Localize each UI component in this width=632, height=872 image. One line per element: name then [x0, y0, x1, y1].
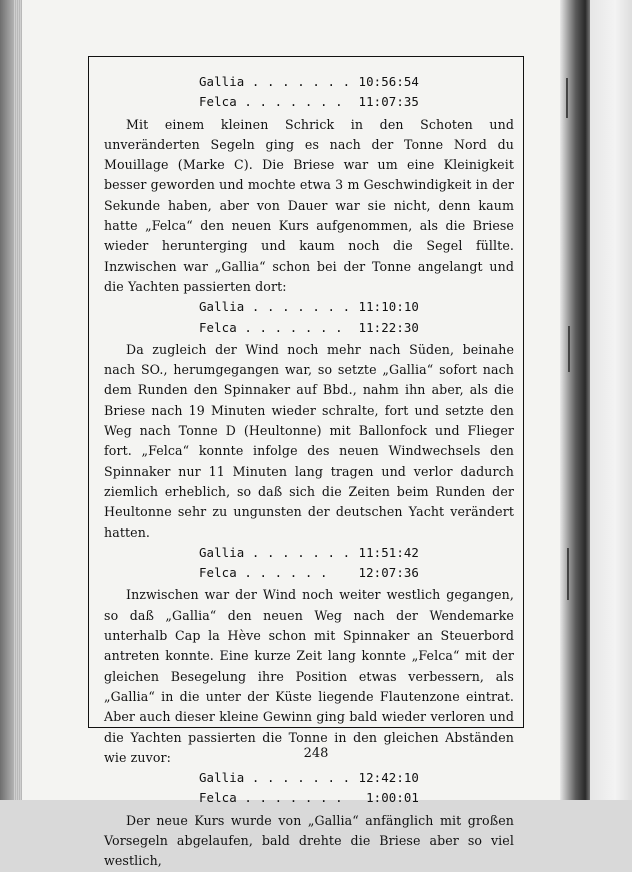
yacht-name: Gallia . . . . . . .	[199, 74, 351, 89]
paragraph: Inzwischen war der Wind noch weiter westlich gegangen, so daß „Gallia“ den neuen Weg nach der Wendemarke unterhalb Cap la Hève schon mit Spinnaker an Steuerbord antreten konnte. Eine kurze Zeit lang konnte „Felca“ mit der gleichen Besegelung ihre Position etwas verbessern, als „Gallia“ in die unter der Küste liegende Flautenzone eintrat. Aber auch dieser kleine Gewinn ging bald wieder verloren und die Yachten passierten die Tonne in den gleichen Abständen wie zuvor:	[104, 587, 514, 765]
yacht-name: Gallia . . . . . . .	[199, 544, 351, 560]
race-time-row	[104, 563, 514, 583]
passing-time: 11:10:10	[358, 299, 419, 315]
race-time-row	[104, 72, 514, 92]
race-time-row	[104, 297, 514, 317]
page-number: 248	[303, 746, 329, 761]
passing-time: 12:07:36	[358, 565, 419, 581]
yacht-name: Felca . . . . . . .	[199, 790, 343, 806]
passing-time: 11:07:35	[358, 94, 419, 110]
paragraph: Mit einem kleinen Schrick in den Schoten und unveränderten Segeln ging es nach der Tonne Nord du Mouillage (Marke C). Die Briese war um eine Kleinigkeit besser geworden und mochte etwa 3 m Geschwindigkeit in der Sekunde haben, aber von Dauer war sie nicht, denn kaum hatte „Felca“ den neuen Kurs aufgenommen, als die Briese wieder herunterging und kaum noch die Segel füllte. Inzwischen war „Gallia“ schon bei der Tonne angelangt und die Yachten passierten dort:	[104, 116, 514, 294]
facing-page-edge	[590, 0, 632, 800]
paragraph: Da zugleich der Wind noch mehr nach Süden, beinahe nach SO., herumgegangen war, so setzte „Gallia“ sofort nach dem Runden den Spinnaker auf Bbd., nahm ihn aber, als die Briese nach 19 Minuten wieder schralte, fort und setzte den Weg nach Tonne D (Heultonne) mit Ballonfock und Flieger fort. „Felca“ konnte infolge des neuen Windwechsels den Spinnaker nur 11 Minuten lang tragen und verlor dadurch ziemlich erheblich, so daß sich die Zeiten beim Runden der Heultonne sehr zu ungunsten der deutschen Yacht verändert hatten.	[104, 341, 514, 540]
race-time-row	[104, 92, 514, 112]
paragraph: Der neue Kurs wurde von „Gallia“ anfänglich mit großen Vorsegeln abgelaufen, bald drehte die Briese aber so viel westlich,	[104, 812, 514, 869]
yacht-name: Gallia . . . . . . .	[199, 770, 351, 786]
passing-time: 11:22:30	[358, 319, 419, 335]
yacht-name: Gallia . . . . . . .	[199, 299, 351, 315]
race-time-row	[104, 768, 514, 788]
race-time-row	[104, 788, 514, 808]
yacht-name: Felca . . . . . . .	[199, 94, 343, 110]
passing-time: 11:51:42	[358, 544, 419, 560]
passing-time: 12:42:10	[358, 770, 419, 786]
gutter-shadow-mark	[566, 78, 568, 118]
passing-time: 10:56:54	[358, 74, 419, 89]
yacht-name: Felca . . . . . .	[199, 565, 328, 581]
gutter-shadow-mark	[567, 548, 569, 600]
yacht-name: Felca . . . . . . .	[199, 319, 343, 335]
race-time-row	[104, 318, 514, 338]
passing-time: 1:00:01	[366, 790, 419, 806]
gutter-shadow-mark	[568, 326, 570, 372]
race-time-row	[104, 543, 514, 563]
